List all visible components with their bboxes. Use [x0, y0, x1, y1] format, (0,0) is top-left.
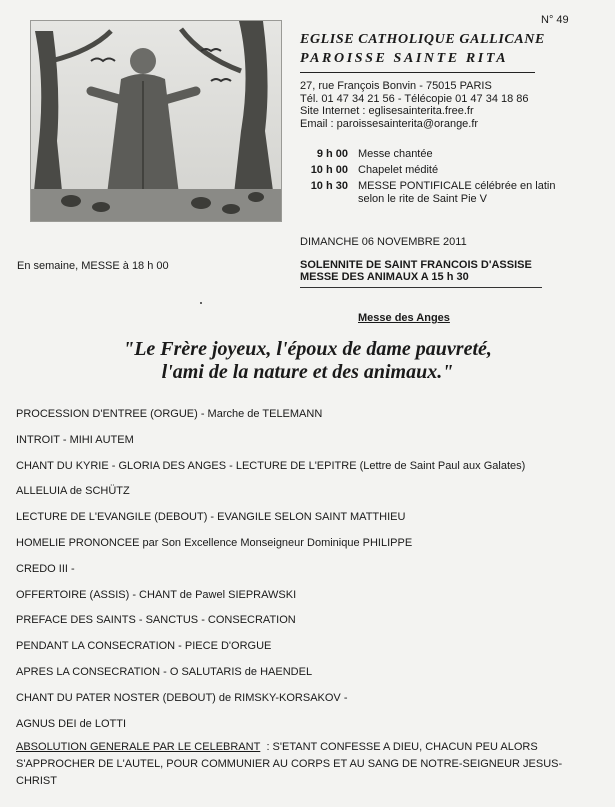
- weekday-mass-note: En semaine, MESSE à 18 h 00: [17, 260, 169, 272]
- solemnity-title: [300, 259, 532, 283]
- program-item: CREDO III -: [16, 562, 75, 575]
- schedule-desc: MESSE PONTIFICALE célébrée en latin selon le rite de Saint Pie V: [358, 180, 556, 205]
- absolution-heading: ABSOLUTION GENERALE PAR LE CELEBRANT: [16, 741, 261, 754]
- schedule-time: 9 h 00: [316, 148, 348, 160]
- schedule-row: [300, 180, 558, 206]
- schedule-row: [300, 148, 558, 161]
- saint-francis-illustration: [30, 20, 282, 222]
- program-item: INTROIT - MIHI AUTEM: [16, 433, 134, 446]
- church-name: EGLISE CATHOLIQUE GALLICANE: [300, 32, 545, 47]
- program-item: LECTURE DE L'EVANGILE (DEBOUT) - EVANGILE SELON SAINT MATTHIEU: [16, 511, 406, 524]
- email-line: Email : paroissesainterita@orange.fr: [300, 117, 479, 130]
- solemnity-line: SOLENNITE DE SAINT FRANCOIS D'ASSISE: [300, 259, 532, 271]
- schedule-desc: Messe chantée: [358, 148, 433, 160]
- schedule-time: 10 h 00: [310, 164, 348, 176]
- program-item: PREFACE DES SAINTS - SANCTUS - CONSECRATION: [16, 614, 296, 627]
- absolution-text: S'APPROCHER DE L'AUTEL, POUR COMMUNIER AU CORPS ET AU SANG DE NOTRE-SEIGNEUR JESUS-: [16, 758, 563, 771]
- program-item: PROCESSION D'ENTREE (ORGUE) - Marche de TELEMANN: [16, 408, 323, 420]
- program-item: OFFERTOIRE (ASSIS) - CHANT de Pawel SIEPRAWSKI: [16, 588, 297, 601]
- absolution-text: CHRIST: [16, 775, 57, 788]
- address-line: 27, rue François Bonvin - 75015 PARIS: [300, 80, 492, 92]
- mass-program: [16, 402, 608, 790]
- mass-title: Messe des Anges: [358, 312, 450, 324]
- program-item: AGNUS DEI de LOTTI: [16, 717, 127, 730]
- issue-number: N° 49: [541, 14, 569, 26]
- header-divider: [300, 72, 535, 73]
- quote-line: "Le Frère joyeux, l'époux de dame pauvreté,: [123, 338, 492, 360]
- solemnity-divider: [300, 287, 542, 288]
- schedule-desc: Chapelet médité: [358, 164, 439, 176]
- phone-line: Tél. 01 47 34 21 56 - Télécopie 01 47 34 18 86: [300, 92, 529, 105]
- absolution-text: : S'ETANT CONFESSE A DIEU, CHACUN PEU ALORS: [266, 741, 538, 754]
- absolution-paragraph: [16, 739, 608, 790]
- program-item: ALLELUIA de SCHÜTZ: [16, 485, 130, 498]
- website-line: Site Internet : eglisesainterita.free.fr: [300, 105, 474, 117]
- schedule-row: [300, 164, 558, 177]
- program-item: APRES LA CONSECRATION - O SALUTARIS de HAENDEL: [16, 665, 313, 678]
- service-date: DIMANCHE 06 NOVEMBRE 2011: [300, 236, 467, 248]
- stray-dot: [200, 302, 202, 304]
- parish-name: PAROISSE SAINTE RITA: [300, 51, 509, 66]
- schedule-time: 10 h 30: [310, 180, 348, 192]
- contact-block: [300, 80, 529, 130]
- program-item: CHANT DU PATER NOSTER (DEBOUT) de RIMSKY-KORSAKOV -: [16, 691, 348, 704]
- program-item: PENDANT LA CONSECRATION - PIECE D'ORGUE: [16, 640, 272, 653]
- solemnity-line: MESSE DES ANIMAUX A 15 h 30: [300, 271, 469, 283]
- program-item: HOMELIE PRONONCEE par Son Excellence Monseigneur Dominique PHILIPPE: [16, 536, 413, 549]
- quote: [0, 338, 615, 384]
- quote-line: l'ami de la nature et des animaux.": [161, 361, 454, 383]
- program-item: CHANT DU KYRIE - GLORIA DES ANGES - LECTURE DE L'EPITRE (Lettre de Saint Paul aux Galates): [16, 459, 526, 472]
- schedule: [300, 148, 558, 209]
